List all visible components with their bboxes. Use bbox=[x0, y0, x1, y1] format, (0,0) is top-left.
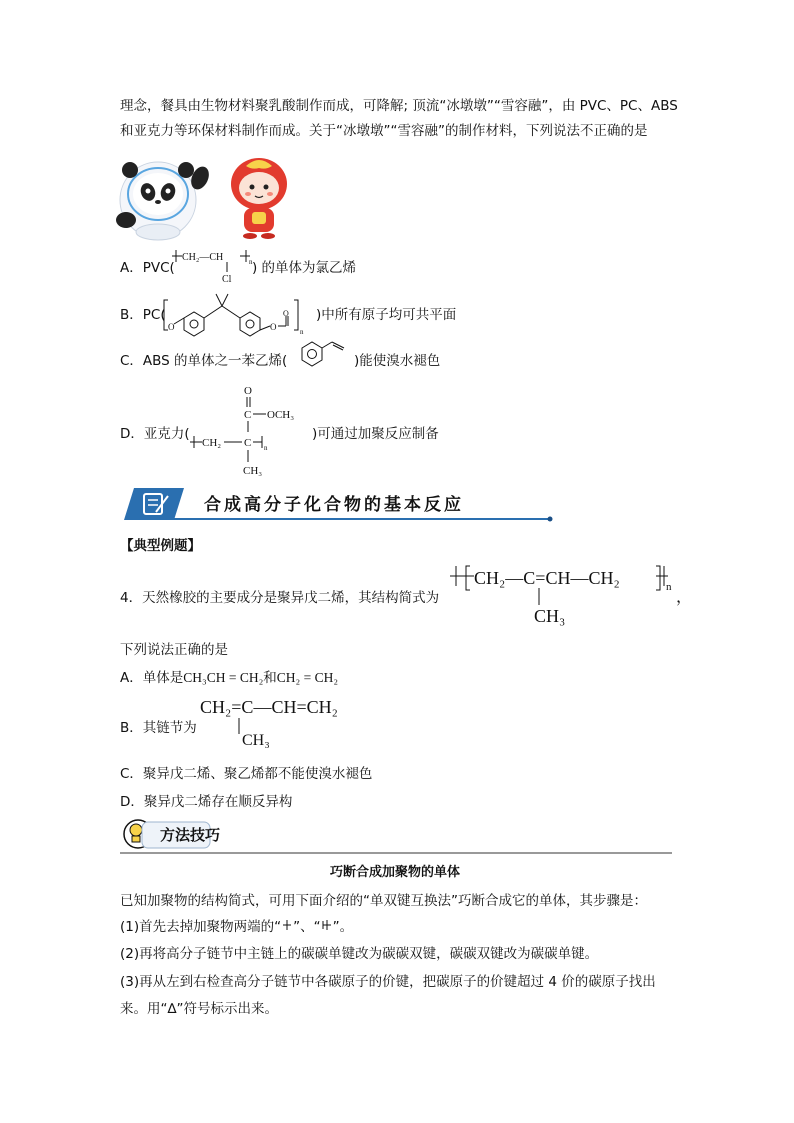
svg-text:n: n bbox=[666, 581, 672, 593]
q4-stem: 4．天然橡胶的主要成分是聚异戊二烯，其结构简式为 bbox=[120, 590, 440, 606]
method-subtitle: 巧断合成加聚物的单体 bbox=[330, 865, 461, 880]
section-title: 合成高分子化合物的基本反应 bbox=[204, 495, 464, 515]
pc-formula bbox=[162, 286, 318, 338]
svg-text:CH₂: CH₂ bbox=[202, 437, 222, 449]
svg-text:C: C bbox=[244, 409, 252, 421]
example-label: 【典型例题】 bbox=[120, 538, 201, 554]
svg-text:CH₂—C=CH—CH₂: CH₂—C=CH—CH₂ bbox=[474, 568, 620, 588]
svg-text:Cl: Cl bbox=[222, 274, 232, 285]
svg-text:n: n bbox=[249, 258, 253, 266]
svg-text:OCH₃: OCH₃ bbox=[267, 409, 295, 421]
bing-dwen-dwen-image bbox=[108, 150, 216, 242]
q4-option-a: A．单体是CH₃CH = CH₂和CH₂ = CH₂ bbox=[120, 670, 339, 686]
q4-option-d: D．聚异戊二烯存在顺反异构 bbox=[120, 794, 293, 810]
svg-text:C: C bbox=[244, 437, 252, 449]
left-end-bracket-icon bbox=[281, 917, 293, 937]
option-d-prefix: D．亚克力( bbox=[120, 426, 190, 442]
acrylic-formula bbox=[190, 380, 314, 478]
intro-line-1: 理念，餐具由生物材料聚乳酸制作而成，可降解; 顶流“冰墩墩”“雪容融”，由 PVC、PC、ABS bbox=[120, 98, 678, 114]
styrene-formula bbox=[292, 338, 354, 372]
right-end-bracket-icon bbox=[321, 917, 333, 937]
svg-text:O: O bbox=[283, 309, 289, 318]
method-p1: 已知加聚物的结构简式，可用下面介绍的“单双键互换法”巧断合成它的单体，其步骤是： bbox=[120, 893, 647, 909]
svg-text:CH₃: CH₃ bbox=[243, 465, 263, 477]
intro-line-2: 和亚克力等环保材料制作而成。关于“冰墩墩”“雪容融”的制作材料，下列说法不正确的是 bbox=[120, 123, 648, 139]
svg-text:O: O bbox=[244, 385, 252, 397]
svg-text:O: O bbox=[270, 322, 277, 332]
option-a-suffix: ) 的单体为氯乙烯 bbox=[252, 260, 357, 276]
option-a-prefix: A．PVC( bbox=[120, 260, 175, 276]
method-p2: (1)首先去掉加聚物两端的“ ”、“ ”。 bbox=[120, 919, 354, 935]
svg-text:CH₂—CH: CH₂—CH bbox=[182, 252, 224, 263]
method-p3: (2)再将高分子链节中主链上的碳碳单键改为碳碳双键，碳碳双键改为碳碳单键。 bbox=[120, 946, 599, 962]
pvc-formula bbox=[170, 244, 256, 288]
svg-text:CH₃: CH₃ bbox=[534, 606, 566, 626]
q4-option-b-label: B．其链节为 bbox=[120, 720, 197, 736]
option-c-suffix: )能使溴水褪色 bbox=[354, 353, 441, 369]
option-c-prefix: C．ABS 的单体之一苯乙烯( bbox=[120, 353, 288, 369]
option-b-prefix: B．PC( bbox=[120, 307, 166, 323]
option-d-suffix: )可通过加聚反应制备 bbox=[312, 426, 439, 442]
option-b-suffix: )中所有原子均可共平面 bbox=[316, 307, 457, 323]
q4-option-b-sub: CH₃ bbox=[242, 732, 270, 749]
q4-option-c: C．聚异戊二烯、聚乙烯都不能使溴水褪色 bbox=[120, 766, 373, 782]
method-p5: 来。用“∆”符号标示出来。 bbox=[120, 1001, 279, 1017]
svg-text:n: n bbox=[300, 328, 304, 336]
q4-ask: 下列说法正确的是 bbox=[120, 642, 228, 658]
method-p4: (3)再从左到右检查高分子链节中各碳原子的价键，把碳原子的价键超过 4 价的碳原子找出 bbox=[120, 974, 656, 990]
q4-option-b-formula: CH₂=C—CH=CH₂ bbox=[200, 697, 338, 717]
q4-polyisoprene-formula bbox=[450, 560, 693, 630]
svg-text:，: ， bbox=[676, 589, 693, 606]
shuey-rhon-rhon-image bbox=[228, 152, 290, 240]
method-title: 方法技巧 bbox=[160, 826, 221, 844]
svg-text:O: O bbox=[168, 322, 175, 332]
svg-text:n: n bbox=[264, 444, 268, 452]
